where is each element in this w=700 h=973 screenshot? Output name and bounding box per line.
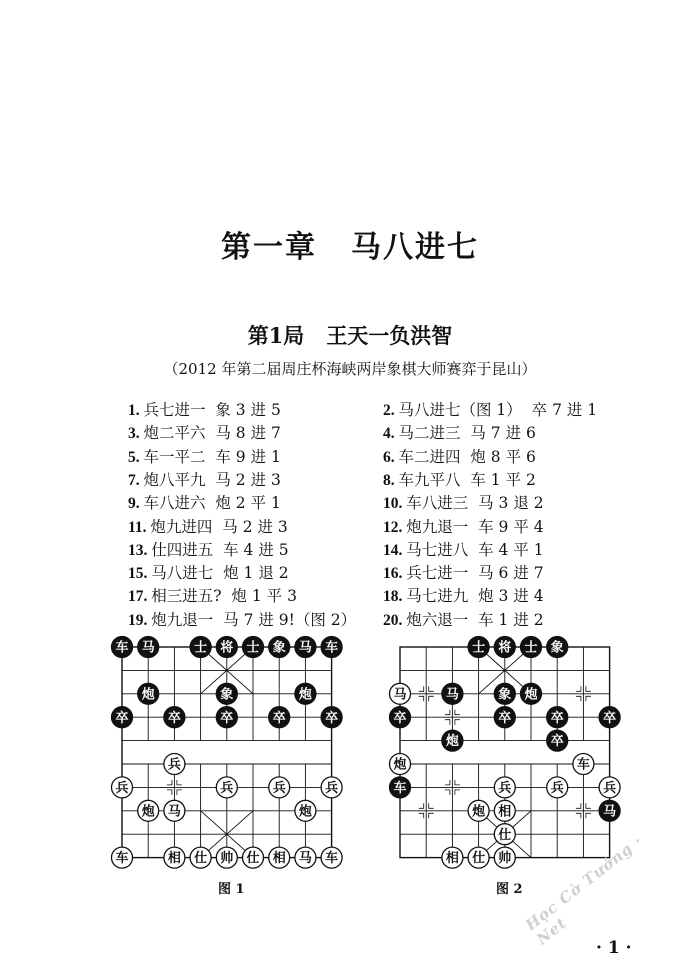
red-move: 炮六退一	[406, 610, 469, 629]
piece-label: 象	[220, 687, 234, 703]
red-piece	[468, 847, 489, 868]
move-entry	[383, 515, 544, 537]
piece-label: 兵	[167, 757, 181, 773]
black-piece	[295, 637, 316, 658]
piece-label: 相	[445, 851, 459, 867]
move-number: 8.	[383, 471, 399, 489]
game-subtitle: （2012 年第二届周庄杯海峡两岸象棋大师赛弈于昆山）	[163, 360, 537, 378]
black-move: 炮 1 退 2	[223, 564, 289, 583]
red-piece	[390, 683, 411, 704]
black-move: 马 7 进 6	[470, 424, 536, 443]
piece-label: 马	[298, 640, 312, 656]
piece-label: 炮	[141, 687, 155, 703]
piece-label: 士	[524, 640, 538, 656]
chapter-label: 第一章	[221, 230, 317, 265]
black-piece	[599, 800, 620, 821]
black-piece	[547, 637, 568, 658]
piece-label: 卒	[550, 710, 564, 726]
watermark: Học Cờ Tướng · Net	[522, 831, 647, 949]
move-number: 19.	[128, 611, 152, 629]
red-move: 兵七进一	[406, 564, 469, 583]
piece-label: 兵	[220, 781, 234, 796]
red-piece	[321, 847, 342, 868]
red-piece	[269, 847, 290, 868]
red-move: 炮二平六	[143, 424, 206, 443]
piece-label: 炮	[524, 687, 538, 703]
black-move: 炮 2 平 1	[215, 494, 281, 513]
red-piece	[216, 847, 237, 868]
piece-label: 马	[141, 640, 155, 656]
piece-label: 马	[603, 804, 617, 820]
black-move: 马 3 退 2	[478, 494, 544, 513]
red-piece	[164, 800, 185, 821]
move-number: 7.	[128, 471, 144, 489]
black-piece	[112, 707, 133, 728]
move-number: 4.	[383, 425, 399, 443]
black-piece	[138, 637, 159, 658]
red-move: 炮九退一	[151, 610, 214, 629]
board-diagram-1	[108, 632, 356, 874]
move-entry	[383, 491, 544, 513]
black-piece	[521, 683, 542, 704]
game-heading	[0, 320, 700, 350]
piece-label: 马	[167, 804, 181, 820]
red-piece	[295, 847, 316, 868]
black-move: 炮 1 平 3	[231, 587, 297, 606]
piece-label: 兵	[603, 781, 617, 796]
red-move: 车一平二	[143, 447, 206, 466]
black-piece	[164, 707, 185, 728]
game-label: 第1局	[247, 323, 305, 348]
move-number: 6.	[383, 448, 399, 466]
piece-label: 士	[472, 640, 486, 656]
black-move: 车 9 进 1	[215, 447, 281, 466]
move-number: 12.	[383, 518, 407, 536]
piece-label: 象	[272, 640, 286, 656]
piece-label: 卒	[272, 710, 286, 726]
piece-label: 仕	[246, 851, 260, 867]
piece-label: 卒	[498, 710, 512, 726]
black-piece	[390, 707, 411, 728]
piece-label: 兵	[325, 781, 339, 796]
piece-label: 炮	[472, 804, 486, 820]
move-entry	[383, 538, 544, 560]
red-piece	[138, 800, 159, 821]
red-piece	[494, 777, 515, 798]
red-piece	[216, 777, 237, 798]
move-number: 10.	[383, 495, 407, 513]
move-entry	[128, 445, 281, 467]
black-piece	[321, 637, 342, 658]
black-piece	[190, 637, 211, 658]
chapter-heading	[0, 222, 700, 266]
black-move: 炮 8 平 6	[470, 447, 536, 466]
black-piece	[494, 637, 515, 658]
piece-label: 车	[325, 640, 339, 656]
black-piece	[468, 637, 489, 658]
black-move: 马 2 进 3	[215, 470, 281, 489]
red-move: 车二进四	[398, 447, 461, 466]
black-piece	[442, 683, 463, 704]
piece-label: 兵	[498, 781, 512, 796]
red-move: 车九平八	[398, 470, 461, 489]
move-entry	[128, 561, 289, 583]
black-piece	[269, 707, 290, 728]
black-piece	[321, 707, 342, 728]
red-move: 炮九进四	[150, 517, 213, 536]
red-move: 马七进九	[406, 587, 469, 606]
red-piece	[599, 777, 620, 798]
red-piece	[494, 800, 515, 821]
move-entry	[128, 584, 297, 606]
black-piece	[295, 683, 316, 704]
piece-label: 车	[115, 851, 129, 867]
move-number: 5.	[128, 448, 144, 466]
piece-label: 相	[272, 851, 286, 867]
piece-label: 帅	[220, 851, 234, 867]
piece-label: 将	[498, 640, 512, 656]
black-move: 象 3 进 5	[215, 401, 281, 419]
piece-label: 卒	[220, 710, 234, 726]
move-entry	[383, 468, 536, 490]
piece-label: 士	[246, 640, 260, 656]
red-piece	[573, 754, 594, 775]
red-move: 马七进八	[406, 540, 469, 559]
piece-label: 士	[194, 640, 208, 656]
piece-label: 卒	[115, 710, 129, 726]
move-number: 2.	[383, 402, 399, 419]
red-piece	[243, 847, 264, 868]
piece-label: 仕	[498, 827, 512, 843]
red-piece	[164, 847, 185, 868]
piece-label: 卒	[550, 734, 564, 750]
red-move: 兵七进一	[143, 401, 206, 419]
move-entry	[128, 398, 281, 420]
red-move: 车八进六	[143, 494, 206, 513]
red-move: 相三进五?	[151, 587, 222, 606]
red-move: 车八进三	[406, 494, 469, 513]
red-piece	[112, 847, 133, 868]
black-move: 马 7 进 9!（图 2）	[223, 610, 357, 629]
move-entry	[128, 421, 281, 443]
black-move: 车 4 平 1	[478, 540, 544, 559]
black-piece	[216, 637, 237, 658]
black-move: 炮 3 进 4	[478, 587, 544, 606]
piece-label: 相	[498, 804, 512, 820]
red-piece	[494, 824, 515, 845]
red-piece	[164, 754, 185, 775]
piece-label: 象	[550, 640, 564, 656]
black-piece	[112, 637, 133, 658]
red-piece	[190, 847, 211, 868]
red-piece	[547, 777, 568, 798]
red-piece	[494, 847, 515, 868]
piece-label: 卒	[167, 710, 181, 726]
move-number: 20.	[383, 611, 407, 629]
piece-label: 象	[498, 687, 512, 703]
move-number: 14.	[383, 541, 407, 559]
piece-label: 将	[220, 640, 234, 656]
move-entry	[383, 445, 536, 467]
move-number: 17.	[128, 588, 152, 606]
move-number: 15.	[128, 565, 152, 583]
piece-label: 相	[167, 851, 181, 867]
red-piece	[442, 847, 463, 868]
red-move: 马八进七	[151, 564, 214, 583]
move-entry	[128, 491, 281, 513]
black-piece	[547, 707, 568, 728]
move-entry	[383, 561, 544, 583]
piece-label: 卒	[603, 710, 617, 726]
piece-label: 马	[445, 687, 459, 703]
black-piece	[216, 683, 237, 704]
black-piece	[599, 707, 620, 728]
move-number: 1.	[128, 402, 144, 419]
red-piece	[295, 800, 316, 821]
red-move: 仕四进五	[151, 540, 214, 559]
red-move: 炮八平九	[143, 470, 206, 489]
black-piece	[390, 777, 411, 798]
red-piece	[390, 754, 411, 775]
move-number: 3.	[128, 425, 144, 443]
black-piece	[494, 707, 515, 728]
piece-label: 马	[298, 851, 312, 867]
move-entry	[383, 398, 597, 420]
piece-label: 车	[393, 781, 407, 796]
board-diagram-2	[386, 632, 634, 874]
black-piece	[138, 683, 159, 704]
piece-label: 兵	[550, 781, 564, 796]
black-piece	[269, 637, 290, 658]
piece-label: 车	[115, 640, 129, 656]
board-grid	[122, 647, 332, 858]
red-piece	[321, 777, 342, 798]
figure-2-caption: 图 2	[496, 882, 523, 897]
move-entry	[128, 468, 281, 490]
piece-label: 车	[576, 757, 590, 773]
black-move: 车 4 进 5	[223, 540, 289, 559]
chapter-title: 马八进七	[351, 230, 479, 265]
game-players: 王天一负洪智	[326, 323, 453, 348]
move-entry	[128, 608, 356, 630]
piece-label: 炮	[393, 757, 407, 773]
move-number: 11.	[128, 518, 151, 536]
red-move: 炮九退一	[406, 517, 469, 536]
black-move: 卒 7 进 1	[531, 401, 598, 419]
piece-label: 兵	[272, 781, 286, 796]
move-entry	[383, 421, 536, 443]
move-number: 18.	[383, 588, 407, 606]
figure-1-caption: 图 1	[218, 882, 245, 897]
piece-label: 兵	[115, 781, 129, 796]
red-piece	[269, 777, 290, 798]
red-piece	[468, 800, 489, 821]
black-piece	[442, 730, 463, 751]
black-piece	[547, 730, 568, 751]
piece-label: 仕	[194, 851, 208, 867]
move-entry	[383, 584, 544, 606]
piece-label: 车	[325, 851, 339, 867]
red-piece	[112, 777, 133, 798]
red-move: 马八进七（图 1）	[398, 401, 522, 419]
black-move: 车 1 进 2	[478, 610, 544, 629]
black-move: 车 1 平 2	[470, 470, 536, 489]
piece-label: 仕	[472, 851, 486, 867]
black-move: 马 2 进 3	[222, 517, 288, 536]
black-move: 车 9 平 4	[478, 517, 544, 536]
page-number: · 1 ·	[596, 938, 632, 958]
piece-label: 炮	[445, 734, 459, 750]
piece-label: 帅	[498, 851, 512, 867]
move-entry	[128, 515, 288, 537]
move-number: 16.	[383, 565, 407, 583]
piece-label: 马	[393, 687, 407, 703]
move-number: 13.	[128, 541, 152, 559]
red-move: 马二进三	[398, 424, 461, 443]
move-entry	[383, 608, 544, 630]
black-piece	[521, 637, 542, 658]
piece-label: 炮	[298, 804, 312, 820]
black-piece	[494, 683, 515, 704]
black-move: 马 6 进 7	[478, 564, 544, 583]
move-entry	[128, 538, 289, 560]
piece-label: 炮	[298, 687, 312, 703]
black-piece	[216, 707, 237, 728]
piece-label: 炮	[141, 804, 155, 820]
move-number: 9.	[128, 495, 144, 513]
black-piece	[243, 637, 264, 658]
piece-label: 卒	[325, 710, 339, 726]
black-move: 马 8 进 7	[215, 424, 281, 443]
piece-label: 卒	[393, 710, 407, 726]
